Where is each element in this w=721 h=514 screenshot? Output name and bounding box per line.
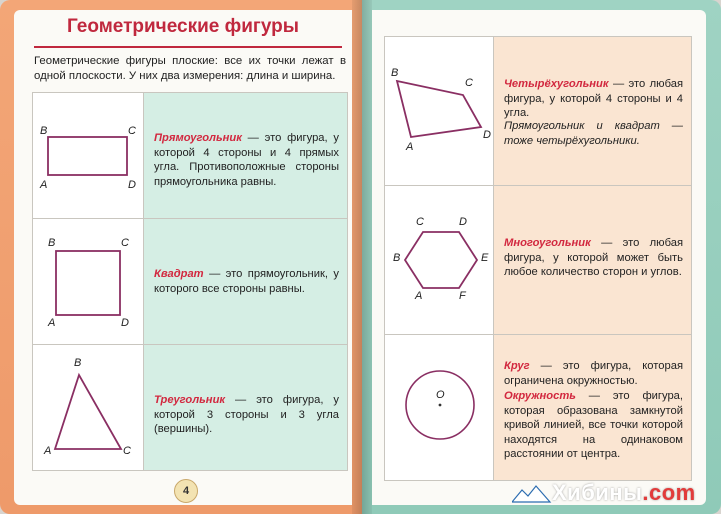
vertex-label: A [40, 179, 48, 191]
intro-text: Геометрические фигуры плоские: все их точки лежат в одной плоскости. У них два измерения: длина и ширина. [34, 55, 346, 82]
vertex-label: D [483, 129, 491, 141]
vertex-label: D [121, 317, 129, 329]
definition-cell [144, 219, 347, 344]
term: Квадрат [154, 268, 204, 280]
vertex-label: A [44, 445, 52, 457]
watermark [552, 480, 696, 506]
definition-body: — это любая фигура, у которой может быть любое количество сторон и углов. [504, 237, 683, 279]
hexagon-figure [385, 186, 494, 334]
definition-text [504, 359, 683, 388]
definition-body: — это фигура, у которой 3 стороны и 3 угла (вершины). [154, 394, 339, 436]
definition-text [504, 389, 683, 462]
definition-body: — это фигура, у которой 4 стороны и 4 прямых угла. Противоположные стороны прямоугольника равны. [154, 132, 339, 188]
definition-body: — это фигура, которая образована замкнутой кривой линией, все точки которой находятся на одинаковом расстоянии от центра. [504, 390, 683, 461]
vertex-label: A [48, 317, 56, 329]
term: Многоугольник [504, 237, 591, 249]
vertex-label: C [123, 445, 131, 457]
term: Треугольник [154, 394, 226, 406]
title-underline [34, 46, 342, 48]
table-row [385, 186, 691, 335]
definition-cell [144, 93, 347, 218]
rectangle-shape [33, 93, 143, 218]
vertex-label: E [481, 252, 489, 264]
page-number: 4 [174, 479, 198, 503]
definition-cell [494, 186, 691, 334]
vertex-label: C [465, 77, 473, 89]
mountain-logo-icon [512, 484, 552, 504]
table-row [385, 37, 691, 186]
table-row [33, 345, 347, 470]
vertex-label: B [74, 357, 82, 369]
vertex-label: A [415, 290, 423, 302]
circle-figure [385, 335, 494, 480]
vertex-label: D [128, 179, 136, 191]
definition-cell [494, 335, 691, 480]
vertex-label: D [459, 216, 467, 228]
term: Круг [504, 360, 530, 372]
quadrilateral-shape [385, 37, 493, 185]
watermark-name: Хибины [552, 480, 643, 505]
vertex-label: B [393, 252, 401, 264]
definition-text [504, 236, 683, 280]
vertex-label: F [459, 290, 466, 302]
triangle-figure [33, 345, 144, 470]
right-figures-table [384, 36, 692, 481]
vertex-label: B [391, 67, 399, 79]
vertex-label: C [121, 237, 129, 249]
center-label: O [436, 389, 445, 401]
definition-text [154, 393, 339, 437]
watermark-domain: .com [642, 480, 696, 505]
circle-shape [385, 335, 493, 480]
definition-body: — это фигура, которая ограничена окружностью. [504, 360, 683, 387]
vertex-label: A [406, 141, 414, 153]
vertex-label: C [416, 216, 424, 228]
table-row [385, 335, 691, 480]
left-figures-table [32, 92, 348, 471]
definition-text [504, 77, 683, 121]
definition-cell [494, 37, 691, 185]
definition-text [154, 131, 339, 189]
term: Окружность [504, 390, 576, 402]
vertex-label: B [48, 237, 56, 249]
hexagon-shape [385, 186, 493, 334]
vertex-label: C [128, 125, 136, 137]
square-figure [33, 219, 144, 344]
table-row [33, 93, 347, 219]
term: Прямоугольник [154, 132, 242, 144]
definition-body: — это прямоугольник, у которого все стороны равны. [154, 268, 339, 295]
definition-text [154, 267, 339, 296]
rectangle-figure [33, 93, 144, 218]
note-text: Прямоугольник и квадрат — тоже четырёхугольники. [504, 120, 683, 147]
book-spine [352, 0, 372, 514]
table-row [33, 219, 347, 345]
term: Четырёхугольник [504, 78, 609, 90]
quadrilateral-figure [385, 37, 494, 185]
page-title: Геометрические фигуры [66, 16, 299, 37]
definition-cell [144, 345, 347, 470]
definition-body: — это любая фигура, у которой 4 стороны и 4 угла. [504, 78, 683, 120]
vertex-label: B [40, 125, 48, 137]
